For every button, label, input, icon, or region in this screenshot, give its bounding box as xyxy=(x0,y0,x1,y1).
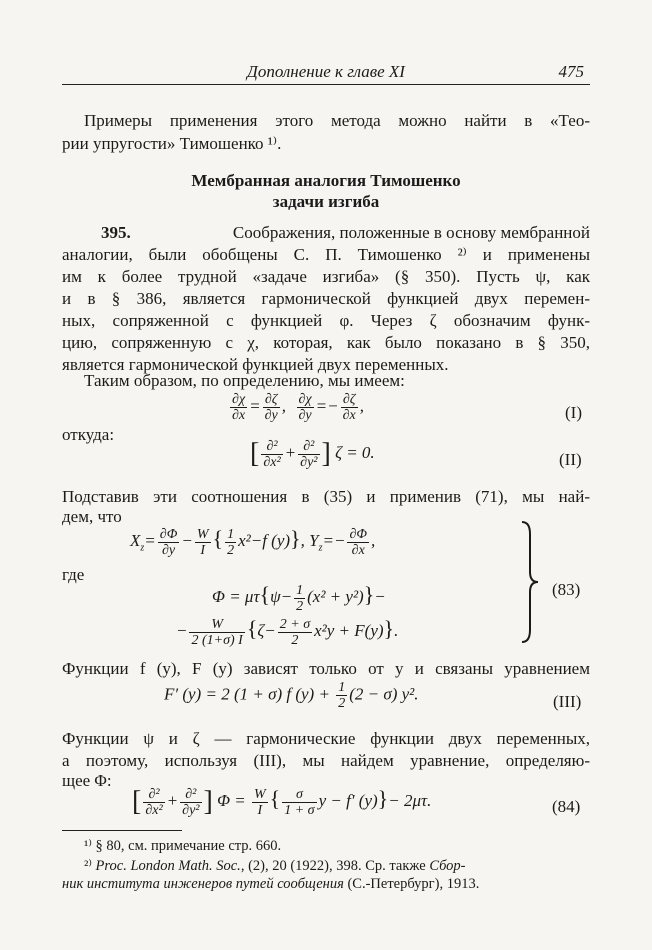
header-title: Дополнение к главе XI xyxy=(247,62,405,81)
harm-line-3: щее Φ: xyxy=(62,771,112,790)
intro-line-1: Примеры применения этого метода можно найти в «Тео- xyxy=(84,111,590,130)
intro-line-2: рии упругости» Тимошенко ¹⁾. xyxy=(62,134,282,153)
fn2-city-year: (С.-Петербург), 1913. xyxy=(343,876,480,892)
equation-I-label: (I) xyxy=(565,403,582,422)
footnote-1: ¹⁾ § 80, см. примечание стр. 660. xyxy=(84,838,282,854)
equation-83-line-1: $X_z=$ $\frac{\partial\Phi}{\partial y}$ − $\frac{W}{I}$ { $\frac{1}{2}$ x²−f (y)}, $Y_z=-$ $\frac{\partial\Phi}{\partial x}$ , xyxy=(130,526,376,558)
harm-line-1: Функции ψ и ζ — гармонические функции двух переменных, xyxy=(62,729,590,748)
para395-line-3: им к более трудной «задаче изгиба» (§ 350). Пусть ψ, как xyxy=(62,267,590,286)
para395-line-1 xyxy=(101,222,590,244)
gde-word: где xyxy=(62,565,85,584)
fn2-sbornik: Сбор- xyxy=(429,858,466,874)
subst-line-2: дем, что xyxy=(62,507,122,526)
footnote-rule xyxy=(62,830,182,831)
equation-III-label: (III) xyxy=(553,692,582,711)
fn2-ref: , (2), 20 (1922), 398. Ср. также xyxy=(240,858,430,874)
otkuda-word: откуда: xyxy=(62,425,115,444)
para395-line-4: и в § 386, является гармонической функцией двух перемен- xyxy=(62,289,590,308)
equation-84: [ $\frac{\text{∂²}}{\text{∂x²}}$ + $\frac{\text{∂²}}{\text{∂y²}}$ ] Φ = $\frac{W}{I}$ { $\frac{\sigma}{1 + \sigma}$ y − f′ (y)}− 2μτ. xyxy=(132,786,432,818)
section-heading-1: Мембранная аналогия Тимошенко xyxy=(191,171,461,190)
para395-line-2: аналогии, были обобщены С. П. Тимошенко ²⁾ и применены xyxy=(62,245,590,264)
fn2-institute: ник института инженеров путей сообщения xyxy=(62,876,344,892)
right-brace xyxy=(518,520,540,644)
subst-line-1: Подставив эти соотношения в (35) и применив (71), мы най- xyxy=(62,487,590,506)
footnote-2-line-1 xyxy=(84,858,466,875)
page-number: 475 xyxy=(558,62,584,81)
running-header xyxy=(62,60,590,85)
fn2-marker: ²⁾ xyxy=(84,858,96,874)
para395-line-5: ных, сопряженной с функцией φ. Через ζ обозначим функ- xyxy=(62,311,590,330)
section-heading-2: задачи изгиба xyxy=(272,192,380,211)
func-line: Функции f (y), F (y) зависят только от y и связаны уравнением xyxy=(62,659,590,678)
equation-84-label: (84) xyxy=(552,797,581,816)
para395-line-7: является гармонической функцией двух переменных. xyxy=(62,355,449,374)
section-number: 395. xyxy=(101,223,131,242)
equation-II-label: (II) xyxy=(559,450,582,469)
para395-line-6: цию, сопряженную с χ, которая, как было показано в § 350, xyxy=(62,333,590,352)
equation-III: F′ (y) = 2 (1 + σ) f (y) + $\frac{1}{2}$ (2 − σ) y². xyxy=(164,680,419,711)
equation-I: $\frac{\partial\chi}{\partial x}$ = $\frac{\partial\zeta}{\partial y}$ , $\frac{\partial\chi}{\partial y}$ =− $\frac{\partial\zeta}{\partial x}$ , xyxy=(232,392,364,423)
definition-line: Таким образом, по определению, мы имеем: xyxy=(84,371,405,390)
footnote-2-line-2 xyxy=(62,876,479,893)
para395-line-1-text: Соображения, положенные в основу мембранной xyxy=(232,223,590,242)
equation-83-line-2: Φ = μτ{ψ− $\frac{1}{2}$ (x² + y²)}− xyxy=(212,582,386,614)
equation-83-label: (83) xyxy=(552,580,581,599)
equation-83-line-3: − $\frac{W}{2 (1+\sigma) I}$ {ζ− $\frac{2 + \sigma}{2}$ x²y + F(y)}. xyxy=(176,616,399,648)
harm-line-2: а поэтому, используя (III), мы найдем уравнение, определяю- xyxy=(62,751,590,770)
equation-II: [ $\frac{\text{∂²}}{\text{∂x²}}$ + $\frac{\text{∂²}}{\text{∂y²}}$ ] ζ = 0. xyxy=(250,438,375,470)
fn2-journal: Proc. London Math. Soc. xyxy=(95,858,241,874)
